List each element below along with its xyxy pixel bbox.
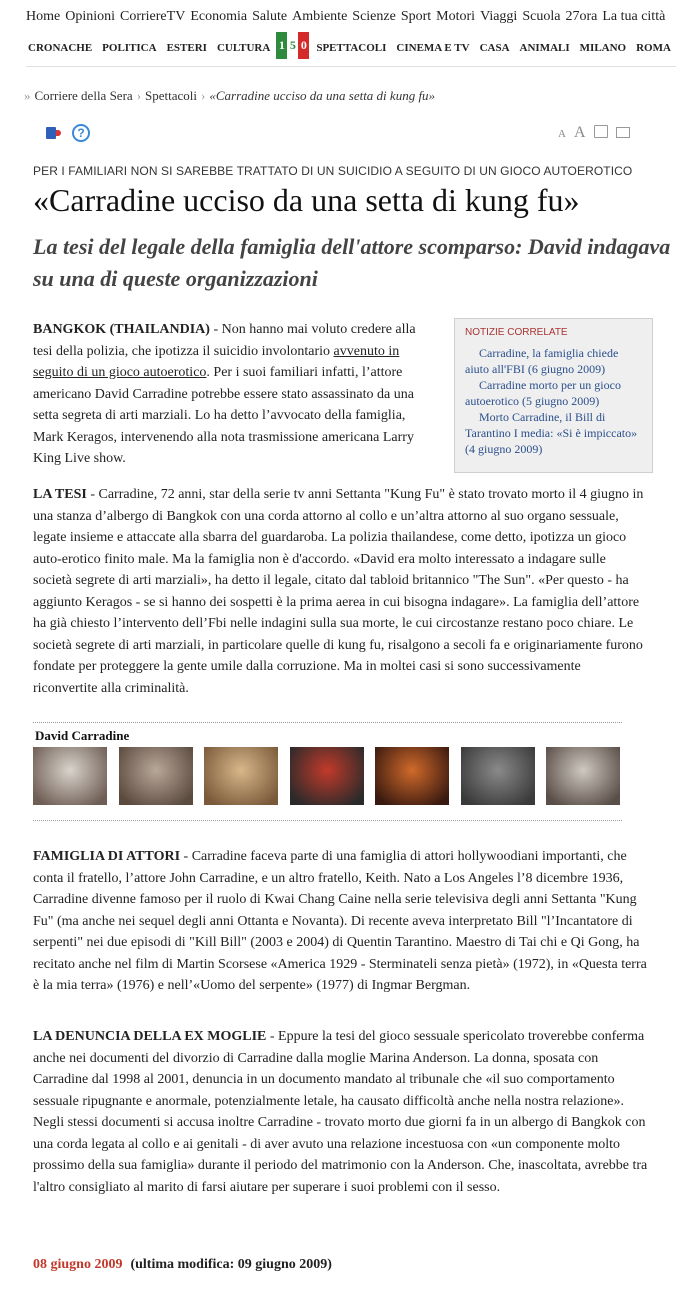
section-nav-animali[interactable]: ANIMALI [519,42,570,55]
section-nav-politica[interactable]: POLITICA [102,42,157,55]
paragraph-text: - Carradine faceva parte di una famiglia di attori hollywoodiani importanti, che conta il fratello, l’attore John Carradine, e un altro fratello, Keith. Nato a Los Angeles l’8 dicembre 1936, Carradine divenne famoso per il ruolo di Kwai Chang Caine nella serie televisiva degli anni Settanta "Kung Fu" (ma anche nei sequel degli anni Ottanta e Novanta). Di recente aveva interpretato Bill "l’Incantatore di serpenti" nei due episodi di "Kill Bill" (2003 e 2004) di Quentin Tarantino. Maestro di Tai chi e Qi Gong, ha recitato anche nel film di Martin Scorsese «America 1929 - Sterminateli senza pietà» (1972), in «Questa terra è la mia terra» (1976) e nell’«Uomo del serpente» (1977) di Ingmar Bergman. [33,849,647,993]
top-nav-opinioni[interactable]: Opinioni [65,9,115,24]
related-news-link[interactable]: Carradine morto per un gioco autoerotico (5 giugno 2009) [465,378,621,408]
article-paragraph [33,484,648,699]
logo-digit: 1 [276,32,287,59]
speaker-icon[interactable] [44,124,62,142]
section-nav-esteri[interactable]: ESTERI [166,42,207,55]
section-nav [28,38,681,59]
paragraph-lead: LA TESI [33,487,87,502]
breadcrumb-current: «Carradine ucciso da una setta di kung fu» [209,88,436,103]
related-inline-link[interactable]: avvenuto in seguito di un gioco autoerotico [33,343,400,380]
section-nav-cronache[interactable]: CRONACHE [28,42,93,55]
logo-digit: 0 [298,32,309,59]
breadcrumb-home-link[interactable]: Corriere della Sera [34,88,133,103]
publication-date [33,1257,332,1273]
paragraph-text: - Carradine, 72 anni, star della serie tv anni Settanta "Kung Fu" è stato trovato morto il 4 giugno in una stanza d’albergo di Bangkok con una corda attorno al collo e un’altra attorno al suo organo sessuale, legate insieme e attaccate alla sbarra del guardaroba. La polizia thailandese, come detto, ipotizza un gioco auto-erotico finito male. Ma la famiglia non è d'accordo. «David era molto interessato a indagare sulle società segrete di arti marziali», ha detto il legale, citato dal tabloid britannico "The Sun". «Per questo - ha aggiunto Keragos - se si hanno dei sospetti è la prima aerea in cui bisogna indagare». La famiglia dell’attore ha già chiesto l’intervento dell’Fbi nelle indagini sulla sua morte, le cui circostanze restano poco chiare. Le società segrete di arti marziali, in particolare quelle di kung fu, risalgono a secoli fa e originariamente furono fondate per proteggere la gente umile dalla corruzione. Ma in moltei casi si sono successivamente riconvertite alla criminalità. [33,487,644,696]
text-larger-button[interactable]: A [573,124,586,141]
top-nav-economia[interactable]: Economia [190,9,248,24]
text-smaller-button[interactable]: A [558,128,566,140]
article-paragraph [33,319,438,470]
gallery-thumbnail[interactable] [204,747,278,805]
top-nav [26,9,695,25]
paragraph-text: - Eppure la tesi del gioco sessuale spericolato troverebbe conferma anche nei documenti del divorzio di Carradine dalla moglie Marina Anderson. La donna, sposata con Carradine dal 1998 al 2001, denuncia in un documento mandato al tribunale che «il suo comportamento sessuale ripugnante e anormale, potenzialmente letale, ha causato difficoltà anche nella nostra relazione». Negli stessi documenti si accusa inoltre Carradine - trovato morto due giorni fa in un albergo di Bangkok con una corda legata al collo e ai genitali - di aver avuto una relazione incestuosa con «un componente molto prossimo della sua famiglia» durante il periodo del matrimonio con la Anderson. Che, inascoltata, avrebbe tra l'altro consigliato al marito di farsi aiutare per superare i suoi problemi con il sesso. [33,1029,648,1195]
top-nav-ambiente[interactable]: Ambiente [292,9,348,24]
article-tools-left [44,124,90,142]
article-tools-right [558,124,630,142]
breadcrumb-separator-icon: › [201,88,206,103]
paragraph-lead: LA DENUNCIA DELLA EX MOGLIE [33,1029,267,1044]
article-kicker: PER I FAMILIARI NON SI SAREBBE TRATTATO DI UN SUICIDIO A SEGUITO DI UN GIOCO AUTOEROTICO [33,164,633,178]
top-nav-la-tua-citta[interactable]: La tua città [602,9,666,24]
top-nav-scuola[interactable]: Scuola [522,9,561,24]
150-logo[interactable] [276,32,309,59]
help-icon[interactable]: ? [72,124,90,142]
article-paragraph [33,846,648,997]
top-nav-corrieretv[interactable]: CorriereTV [120,9,186,24]
related-news-link[interactable]: Carradine, la famiglia chiede aiuto all'FBI (6 giugno 2009) [465,346,619,376]
breadcrumb-separator-icon: › [136,88,142,103]
section-nav-roma[interactable]: ROMA [636,42,671,55]
paragraph-lead: FAMIGLIA DI ATTORI [33,849,181,864]
article-paragraph [33,1026,648,1198]
breadcrumb-arrow-icon: » [24,88,31,103]
related-heading: NOTIZIE CORRELATE [465,327,568,338]
top-nav-scienze[interactable]: Scienze [352,9,396,24]
breadcrumb-section-link[interactable]: Spettacoli [145,88,198,103]
logo-digit: 5 [287,32,298,59]
gallery-divider [33,820,622,821]
top-nav-viaggi[interactable]: Viaggi [480,9,518,24]
top-nav-sport[interactable]: Sport [400,9,432,24]
related-news-link[interactable]: Morto Carradine, il Bill di Tarantino I media: «Si è impiccato» (4 giugno 2009) [465,410,638,456]
article-subtitle: La tesi del legale della famiglia dell'attore scomparso: David indagava su una di queste organizzazioni [33,234,671,291]
gallery-title: David Carradine [35,728,130,743]
gallery-thumbnail[interactable] [290,747,364,805]
top-nav-home[interactable]: Home [26,9,61,24]
date-published: 08 giugno 2009 [33,1257,123,1272]
gallery-thumbnail[interactable] [33,747,107,805]
gallery-thumbnail[interactable] [375,747,449,805]
gallery-divider [33,722,622,723]
related-news-box [454,318,653,473]
top-nav-motori[interactable]: Motori [436,9,476,24]
date-modified: (ultima modifica: 09 giugno 2009) [130,1257,332,1272]
print-icon[interactable] [594,125,608,138]
section-nav-cinema-e-tv[interactable]: CINEMA E TV [396,42,470,55]
section-nav-milano[interactable]: MILANO [579,42,627,55]
breadcrumb [24,88,435,104]
gallery-thumbnail[interactable] [461,747,535,805]
top-nav-27ora[interactable]: 27ora [565,9,598,24]
nav-divider [26,66,676,67]
paragraph-text: . Per i suoi familiari infatti, l’attore americano David Carradine potrebbe essere stato assassinato da una setta segreta di arti marziali. Lo ha detto l’avvocato della famiglia, Mark Keragos, intervenendo alla nota trasmissione americana Larry King Live show. [33,365,414,466]
paragraph-lead: BANGKOK (THAILANDIA) [33,322,210,337]
gallery-thumbnail[interactable] [546,747,620,805]
section-nav-spettacoli[interactable]: SPETTACOLI [316,42,387,55]
section-nav-casa[interactable]: CASA [479,42,510,55]
paragraph-text: - Non hanno mai voluto credere alla tesi della polizia, che ipotizza il suicidio involontario [33,322,416,359]
article-title: «Carradine ucciso da una setta di kung fu» [33,182,580,218]
email-icon[interactable] [616,127,630,138]
section-nav-cultura[interactable]: CULTURA [216,42,271,55]
top-nav-salute[interactable]: Salute [252,9,288,24]
gallery-thumbnail[interactable] [119,747,193,805]
